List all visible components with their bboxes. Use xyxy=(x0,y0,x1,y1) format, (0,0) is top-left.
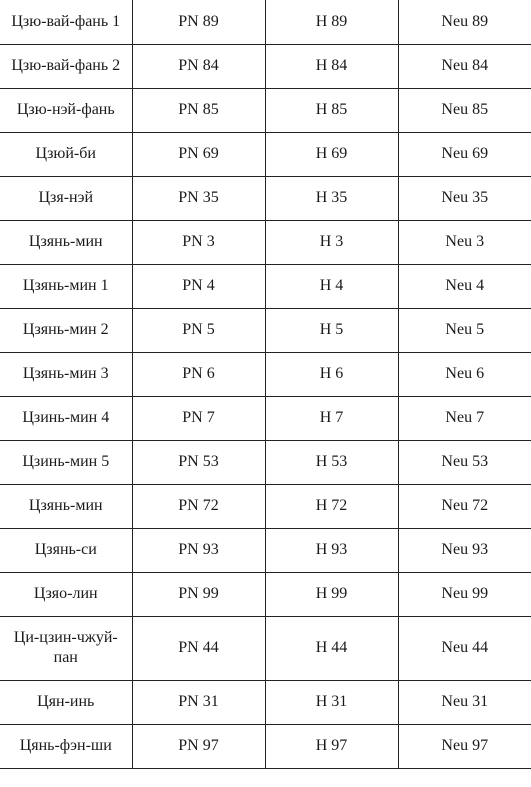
neu-code-cell: Neu 97 xyxy=(398,724,531,768)
table-row xyxy=(0,308,531,352)
pn-code-cell: PN 53 xyxy=(132,440,265,484)
neu-code-cell: Neu 72 xyxy=(398,484,531,528)
neu-code-cell: Neu 85 xyxy=(398,88,531,132)
h-code-cell: H 99 xyxy=(265,572,398,616)
pn-code-cell: PN 35 xyxy=(132,176,265,220)
neu-code-cell: Neu 44 xyxy=(398,616,531,680)
point-name-cell: Цзянь-си xyxy=(0,528,132,572)
h-code-cell: H 44 xyxy=(265,616,398,680)
h-code-cell: H 5 xyxy=(265,308,398,352)
point-name-cell: Цзянь-мин 2 xyxy=(0,308,132,352)
pn-code-cell: PN 97 xyxy=(132,724,265,768)
pn-code-cell: PN 3 xyxy=(132,220,265,264)
h-code-cell: H 93 xyxy=(265,528,398,572)
pn-code-cell: PN 5 xyxy=(132,308,265,352)
table-row xyxy=(0,440,531,484)
table-row xyxy=(0,616,531,680)
pn-code-cell: PN 89 xyxy=(132,0,265,44)
point-name-cell: Цзю-вай-фань 2 xyxy=(0,44,132,88)
neu-code-cell: Neu 31 xyxy=(398,680,531,724)
neu-code-cell: Neu 69 xyxy=(398,132,531,176)
neu-code-cell: Neu 5 xyxy=(398,308,531,352)
point-name-cell: Цянь-фэн-ши xyxy=(0,724,132,768)
pn-code-cell: PN 93 xyxy=(132,528,265,572)
pn-code-cell: PN 44 xyxy=(132,616,265,680)
table-row xyxy=(0,396,531,440)
point-name-cell: Цзинь-мин 4 xyxy=(0,396,132,440)
neu-code-cell: Neu 6 xyxy=(398,352,531,396)
neu-code-cell: Neu 89 xyxy=(398,0,531,44)
pn-code-cell: PN 72 xyxy=(132,484,265,528)
point-name-cell: Цзяо-лин xyxy=(0,572,132,616)
table-row xyxy=(0,572,531,616)
neu-code-cell: Neu 53 xyxy=(398,440,531,484)
table-row xyxy=(0,724,531,768)
point-name-cell: Ци-цзин-чжуй-пан xyxy=(0,616,132,680)
table-row xyxy=(0,132,531,176)
point-name-cell: Цзя-нэй xyxy=(0,176,132,220)
table-row xyxy=(0,220,531,264)
neu-code-cell: Neu 35 xyxy=(398,176,531,220)
pn-code-cell: PN 31 xyxy=(132,680,265,724)
point-name-cell: Цзю-нэй-фань xyxy=(0,88,132,132)
point-name-cell: Цзинь-мин 5 xyxy=(0,440,132,484)
point-name-cell: Цзянь-мин xyxy=(0,484,132,528)
point-name-cell: Цзянь-мин 3 xyxy=(0,352,132,396)
table-row xyxy=(0,88,531,132)
table-row xyxy=(0,352,531,396)
neu-code-cell: Neu 93 xyxy=(398,528,531,572)
h-code-cell: H 35 xyxy=(265,176,398,220)
point-name-cell: Цзюй-би xyxy=(0,132,132,176)
neu-code-cell: Neu 3 xyxy=(398,220,531,264)
neu-code-cell: Neu 4 xyxy=(398,264,531,308)
table-row xyxy=(0,264,531,308)
table-row xyxy=(0,484,531,528)
h-code-cell: H 85 xyxy=(265,88,398,132)
point-name-cell: Цзянь-мин xyxy=(0,220,132,264)
pn-code-cell: PN 99 xyxy=(132,572,265,616)
neu-code-cell: Neu 99 xyxy=(398,572,531,616)
h-code-cell: H 72 xyxy=(265,484,398,528)
pn-code-cell: PN 85 xyxy=(132,88,265,132)
pn-code-cell: PN 69 xyxy=(132,132,265,176)
pn-code-cell: PN 6 xyxy=(132,352,265,396)
h-code-cell: H 3 xyxy=(265,220,398,264)
pn-code-cell: PN 7 xyxy=(132,396,265,440)
h-code-cell: H 97 xyxy=(265,724,398,768)
table-row xyxy=(0,528,531,572)
point-name-cell: Цзянь-мин 1 xyxy=(0,264,132,308)
pn-code-cell: PN 4 xyxy=(132,264,265,308)
h-code-cell: H 6 xyxy=(265,352,398,396)
h-code-cell: H 84 xyxy=(265,44,398,88)
h-code-cell: H 31 xyxy=(265,680,398,724)
table-row xyxy=(0,0,531,44)
pn-code-cell: PN 84 xyxy=(132,44,265,88)
point-name-cell: Цян-инь xyxy=(0,680,132,724)
table-row xyxy=(0,680,531,724)
h-code-cell: H 89 xyxy=(265,0,398,44)
table-row xyxy=(0,176,531,220)
neu-code-cell: Neu 84 xyxy=(398,44,531,88)
h-code-cell: H 7 xyxy=(265,396,398,440)
point-name-cell: Цзю-вай-фань 1 xyxy=(0,0,132,44)
neu-code-cell: Neu 7 xyxy=(398,396,531,440)
h-code-cell: H 53 xyxy=(265,440,398,484)
table-row xyxy=(0,44,531,88)
h-code-cell: H 69 xyxy=(265,132,398,176)
h-code-cell: H 4 xyxy=(265,264,398,308)
